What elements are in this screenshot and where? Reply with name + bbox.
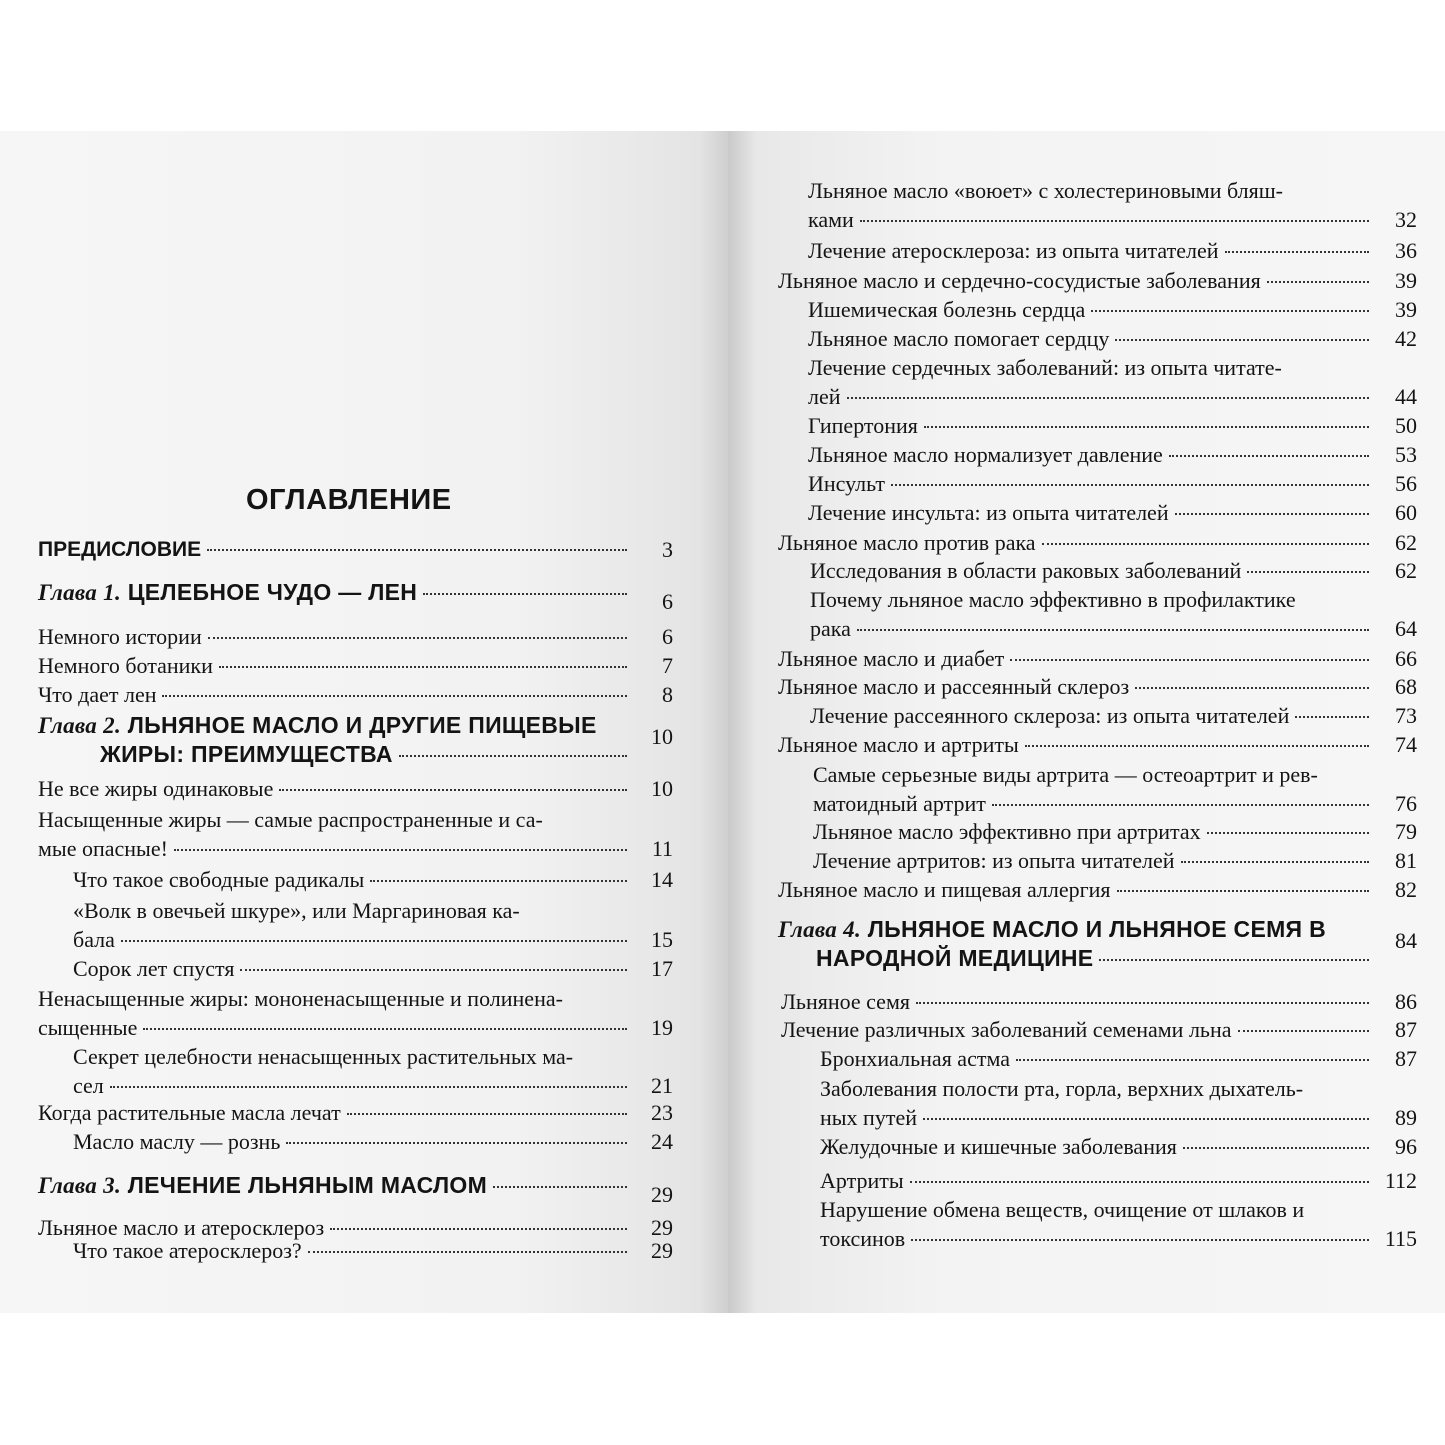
toc-entry xyxy=(808,499,1373,528)
dot-leader xyxy=(847,397,1369,399)
toc-entry xyxy=(820,1045,1373,1074)
toc-entry-title: Что такое атеросклероз? xyxy=(73,1238,302,1263)
dot-leader xyxy=(1010,659,1369,661)
toc-page-number: 10 xyxy=(651,776,673,801)
toc-entry xyxy=(813,847,1373,876)
dot-leader xyxy=(162,695,627,697)
toc-page-number: 7 xyxy=(662,653,673,678)
toc-entry-title: Глава 2. ЛЬНЯНОЕ МАСЛО И ДРУГИЕ ПИЩЕВЫЕ xyxy=(38,712,597,738)
toc-entry xyxy=(73,1237,631,1266)
toc-page-number: 17 xyxy=(651,956,673,981)
toc-entry xyxy=(778,529,1373,558)
dot-leader xyxy=(208,637,627,639)
toc-entry xyxy=(38,985,631,1043)
chapter-number: Глава 2. xyxy=(38,713,121,738)
toc-entry-title: Льняное масло против рака xyxy=(778,530,1036,555)
toc-entry-title: Что такое свободные радикалы xyxy=(73,867,365,892)
toc-entry xyxy=(778,876,1373,905)
toc-entry xyxy=(808,177,1373,235)
toc-page-number: 29 xyxy=(651,1238,673,1263)
toc-entry-title: НАРОДНОЙ МЕДИЦИНЕ xyxy=(816,945,1094,971)
toc-entry-title: Масло маслу — рознь xyxy=(73,1129,281,1154)
toc-page-number: 6 xyxy=(662,589,673,614)
toc-page-number: 39 xyxy=(1395,268,1417,293)
toc-entry xyxy=(38,578,631,607)
toc-entry xyxy=(810,557,1373,586)
toc-entry-title: ЖИРЫ: ПРЕИМУЩЕСТВА xyxy=(100,741,393,767)
toc-entry xyxy=(813,761,1373,819)
toc-entry xyxy=(38,536,631,565)
toc-page-number: 36 xyxy=(1395,238,1417,263)
toc-entry-title: Артриты xyxy=(820,1168,904,1193)
dot-leader xyxy=(207,549,627,551)
toc-entry-title: Льняное масло и артриты xyxy=(778,732,1019,757)
toc-entry xyxy=(810,702,1373,731)
toc-entry-title: Льняное масло помогает сердцу xyxy=(808,326,1110,351)
toc-entry-title: мые опасные! xyxy=(38,836,168,861)
toc-entry xyxy=(778,673,1373,702)
dot-leader xyxy=(1267,281,1369,283)
toc-page-number: 15 xyxy=(651,927,673,952)
toc-page-number: 73 xyxy=(1395,703,1417,728)
toc-entry xyxy=(781,1016,1373,1045)
toc-page-number: 68 xyxy=(1395,674,1417,699)
toc-entry-title: Льняное семя xyxy=(781,989,910,1014)
toc-entry xyxy=(38,652,631,681)
toc-entry xyxy=(820,1133,1373,1162)
dot-leader xyxy=(1183,1147,1369,1149)
toc-page-number: 6 xyxy=(662,624,673,649)
dot-leader xyxy=(923,1118,1369,1120)
toc-entry xyxy=(73,897,631,955)
toc-page-number: 39 xyxy=(1395,297,1417,322)
dot-leader xyxy=(286,1142,627,1144)
dot-leader xyxy=(860,220,1369,222)
dot-leader xyxy=(1135,687,1369,689)
toc-page-number: 87 xyxy=(1395,1017,1417,1042)
toc-page-number: 3 xyxy=(662,537,673,562)
toc-entry-title: Немного ботаники xyxy=(38,653,213,678)
toc-entry xyxy=(808,296,1373,325)
toc-entry-title: рака xyxy=(810,616,851,641)
toc-entry-title: сыщенные xyxy=(38,1015,138,1040)
toc-page-number: 21 xyxy=(651,1073,673,1098)
toc-page-number: 87 xyxy=(1395,1046,1417,1071)
toc-entry xyxy=(810,586,1373,644)
toc-page-number: 62 xyxy=(1395,530,1417,555)
toc-entry-title: Лечение сердечных заболеваний: из опыта читате- xyxy=(808,355,1282,380)
toc-page-number: 96 xyxy=(1395,1134,1417,1159)
dot-leader xyxy=(1042,543,1369,545)
toc-entry-title: Самые серьезные виды артрита — остеоартрит и рев- xyxy=(813,762,1318,787)
toc-entry xyxy=(808,325,1373,354)
toc-page-number: 23 xyxy=(651,1100,673,1125)
dot-leader xyxy=(1099,959,1369,961)
dot-leader xyxy=(924,426,1369,428)
toc-entry-title: Исследования в области раковых заболеваний xyxy=(810,558,1242,583)
dot-leader xyxy=(330,1228,627,1230)
toc-page-number: 112 xyxy=(1384,1168,1417,1193)
toc-entry xyxy=(820,1196,1373,1254)
dot-leader xyxy=(143,1028,627,1030)
dot-leader xyxy=(1175,513,1369,515)
toc-page-number: 74 xyxy=(1395,732,1417,757)
toc-entry-title: Сорок лет спустя xyxy=(73,956,235,981)
toc-entry-title: ных путей xyxy=(820,1105,917,1130)
dot-leader xyxy=(857,629,1369,631)
toc-entry-title: Льняное масло и сердечно-сосудистые заболевания xyxy=(778,268,1261,293)
dot-leader xyxy=(1238,1030,1369,1032)
dot-leader xyxy=(423,593,627,595)
dot-leader xyxy=(347,1113,627,1115)
toc-page-number: 29 xyxy=(651,1215,673,1240)
toc-entry-title: Гипертония xyxy=(808,413,918,438)
toc-page-number: 81 xyxy=(1395,848,1417,873)
dot-leader xyxy=(1025,745,1369,747)
toc-entry xyxy=(820,1075,1373,1133)
dot-leader xyxy=(174,849,627,851)
toc-entry-title: Нарушение обмена веществ, очищение от шлаков и xyxy=(820,1197,1305,1222)
toc-entry xyxy=(778,915,1373,973)
toc-entry-title: Льняное масло нормализует давление xyxy=(808,442,1163,467)
chapter-number: Глава 4. xyxy=(778,917,861,942)
toc-entry-title: Лечение артритов: из опыта читателей xyxy=(813,848,1175,873)
toc-entry xyxy=(808,412,1373,441)
chapter-number: Глава 1. xyxy=(38,580,121,605)
dot-leader xyxy=(240,969,627,971)
toc-entry-title: «Волк в овечьей шкуре», или Маргариновая ка- xyxy=(73,898,520,923)
toc-entry-title: Лечение рассеянного склероза: из опыта читателей xyxy=(810,703,1290,728)
toc-entry-title: Почему льняное масло эффективно в профилактике xyxy=(810,587,1296,612)
toc-entry-title: Льняное масло и пищевая аллергия xyxy=(778,877,1111,902)
toc-entry xyxy=(73,866,631,895)
toc-entry-title: Немного истории xyxy=(38,624,202,649)
dot-leader xyxy=(1225,251,1370,253)
toc-page-number: 60 xyxy=(1395,500,1417,525)
toc-entry xyxy=(778,731,1373,760)
toc-entry xyxy=(38,711,631,769)
toc-entry-title: сел xyxy=(73,1073,104,1098)
toc-entry-title: бала xyxy=(73,927,115,952)
toc-page-number: 62 xyxy=(1395,558,1417,583)
toc-entry xyxy=(778,645,1373,674)
dot-leader xyxy=(1247,571,1369,573)
toc-page-number: 79 xyxy=(1395,819,1417,844)
dot-leader xyxy=(121,940,627,942)
toc-entry-title: ПРЕДИСЛОВИЕ xyxy=(38,538,202,561)
toc-entry-title: матоидный артрит xyxy=(813,791,986,816)
toc-page-number: 56 xyxy=(1395,471,1417,496)
toc-entry-title: Желудочные и кишечные заболевания xyxy=(820,1134,1177,1159)
toc-entry-title: Инсульт xyxy=(808,471,885,496)
toc-entry xyxy=(38,1171,631,1200)
toc-page-number: 10 xyxy=(651,724,673,749)
toc-entry xyxy=(38,681,631,710)
dot-leader xyxy=(370,880,627,882)
dot-leader xyxy=(1115,339,1369,341)
toc-entry-title: Когда растительные масла лечат xyxy=(38,1100,341,1125)
toc-page-number: 115 xyxy=(1384,1226,1417,1251)
toc-entry-title: Глава 4. ЛЬНЯНОЕ МАСЛО И ЛЬНЯНОЕ СЕМЯ В xyxy=(778,916,1326,942)
dot-leader xyxy=(910,1181,1369,1183)
dot-leader xyxy=(219,666,627,668)
toc-entry xyxy=(73,955,631,984)
toc-entry xyxy=(808,441,1373,470)
dot-leader xyxy=(1181,861,1369,863)
toc-page-number: 44 xyxy=(1395,384,1417,409)
toc-entry-title: ками xyxy=(808,207,854,232)
toc-entry-title: Глава 3. ЛЕЧЕНИЕ ЛЬНЯНЫМ МАСЛОМ xyxy=(38,1172,488,1198)
toc-entry-title: Льняное масло и атеросклероз xyxy=(38,1215,325,1240)
toc-page-number: 89 xyxy=(1395,1105,1417,1130)
dot-leader xyxy=(1169,455,1369,457)
toc-entry xyxy=(808,470,1373,499)
toc-entry-title: Секрет целебности ненасыщенных растительных ма- xyxy=(73,1044,574,1069)
toc-page-number: 14 xyxy=(651,867,673,892)
toc-entry-title: Льняное масло и рассеянный склероз xyxy=(778,674,1130,699)
toc-entry-title: лей xyxy=(808,384,841,409)
toc-page-number: 76 xyxy=(1395,791,1417,816)
toc-entry-title: Насыщенные жиры — самые распространенные и са- xyxy=(38,807,543,832)
toc-entry xyxy=(73,1128,631,1157)
toc-page-number: 84 xyxy=(1395,928,1417,953)
toc-page-number: 42 xyxy=(1395,326,1417,351)
toc-page-number: 66 xyxy=(1395,646,1417,671)
toc-entry-title: Лечение инсульта: из опыта читателей xyxy=(808,500,1169,525)
toc-entry-title: Льняное масло эффективно при артритах xyxy=(813,819,1201,844)
toc-page-number: 11 xyxy=(651,836,673,861)
dot-leader xyxy=(992,804,1369,806)
dot-leader xyxy=(1207,832,1369,834)
toc-entry xyxy=(38,623,631,652)
dot-leader xyxy=(1016,1059,1369,1061)
dot-leader xyxy=(399,755,627,757)
dot-leader xyxy=(493,1186,627,1188)
toc-entry-title: Ишемическая болезнь сердца xyxy=(808,297,1086,322)
toc-entry-title: Льняное масло и диабет xyxy=(778,646,1005,671)
dot-leader xyxy=(308,1251,627,1253)
toc-entry-title: Глава 1. ЦЕЛЕБНОЕ ЧУДО — ЛЕН xyxy=(38,579,418,605)
toc-entry-title: Заболевания полости рта, горла, верхних дыхатель- xyxy=(820,1076,1304,1101)
dot-leader xyxy=(279,789,627,791)
toc-entry xyxy=(820,1167,1373,1196)
toc-entry-title: Льняное масло «воюет» с холестериновыми бляш- xyxy=(808,178,1283,203)
dot-leader xyxy=(891,484,1369,486)
toc-entry-title: Ненасыщенные жиры: мононенасыщенные и полинена- xyxy=(38,986,563,1011)
dot-leader xyxy=(110,1086,627,1088)
toc-entry xyxy=(808,354,1373,412)
toc-page-number: 24 xyxy=(651,1129,673,1154)
toc-entry xyxy=(781,988,1373,1017)
toc-page-number: 32 xyxy=(1395,207,1417,232)
toc-entry xyxy=(38,775,631,804)
toc-title: ОГЛАВЛЕНИЕ xyxy=(246,484,452,517)
toc-page-number: 64 xyxy=(1395,616,1417,641)
toc-entry-title: Бронхиальная астма xyxy=(820,1046,1010,1071)
toc-entry-title: Что дает лен xyxy=(38,682,157,707)
toc-entry xyxy=(38,1099,631,1128)
toc-entry-title: Лечение атеросклероза: из опыта читателей xyxy=(808,238,1219,263)
toc-page-number: 8 xyxy=(662,682,673,707)
toc-page-number: 82 xyxy=(1395,877,1417,902)
dot-leader xyxy=(1117,890,1369,892)
toc-entry xyxy=(808,237,1373,266)
toc-page-number: 86 xyxy=(1395,989,1417,1014)
toc-entry xyxy=(73,1043,631,1101)
toc-entry xyxy=(38,806,631,864)
toc-entry-title: Лечение различных заболеваний семенами льна xyxy=(781,1017,1232,1042)
toc-entry-title: Не все жиры одинаковые xyxy=(38,776,274,801)
toc-page-number: 19 xyxy=(651,1015,673,1040)
toc-page-number: 53 xyxy=(1395,442,1417,467)
chapter-number: Глава 3. xyxy=(38,1173,121,1198)
dot-leader xyxy=(1091,310,1369,312)
toc-entry xyxy=(813,818,1373,847)
toc-entry xyxy=(778,267,1373,296)
dot-leader xyxy=(911,1239,1369,1241)
toc-entry-title: токсинов xyxy=(820,1226,906,1251)
dot-leader xyxy=(916,1002,1369,1004)
toc-page-number: 29 xyxy=(651,1182,673,1207)
toc-page-number: 50 xyxy=(1395,413,1417,438)
